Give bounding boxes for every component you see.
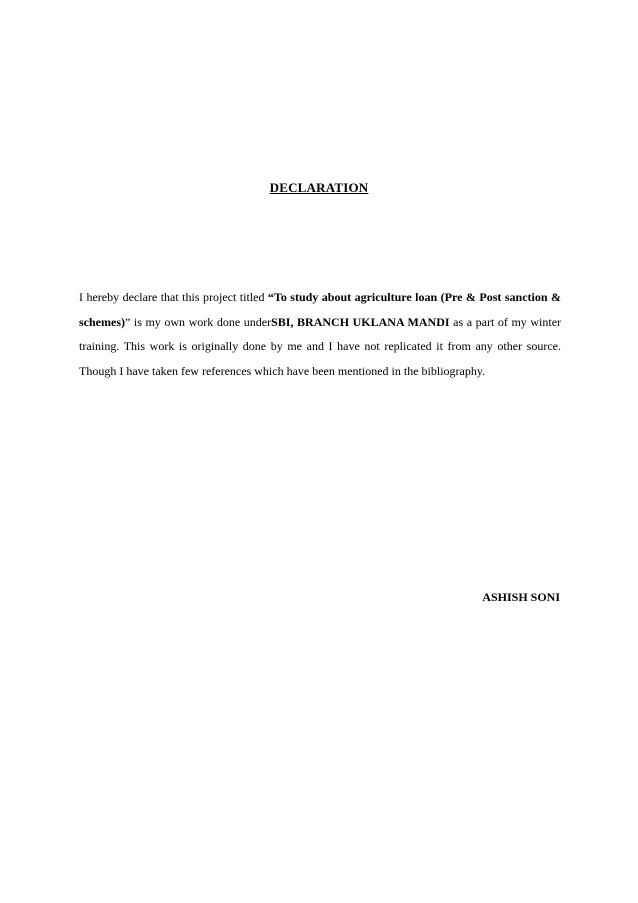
project-title: “To study about agriculture loan (Pre & Post sanction & schemes) [79,290,561,329]
paragraph-intro: I hereby declare that this project titled [79,290,268,304]
paragraph-middle: ” is my own work done under [124,314,272,329]
paragraph-ending: as a part of my winter training. This work is originally done by me and I have not replicated it from any other source. Though I have taken few references which have been mentioned in the bibliography. [79,314,562,378]
signature-name: ASHISH SONI [482,590,560,604]
page-title: DECLARATION [269,180,369,195]
declaration-paragraph [79,285,561,383]
organization-name: SBI, BRANCH UKLANA MANDI [271,314,450,329]
